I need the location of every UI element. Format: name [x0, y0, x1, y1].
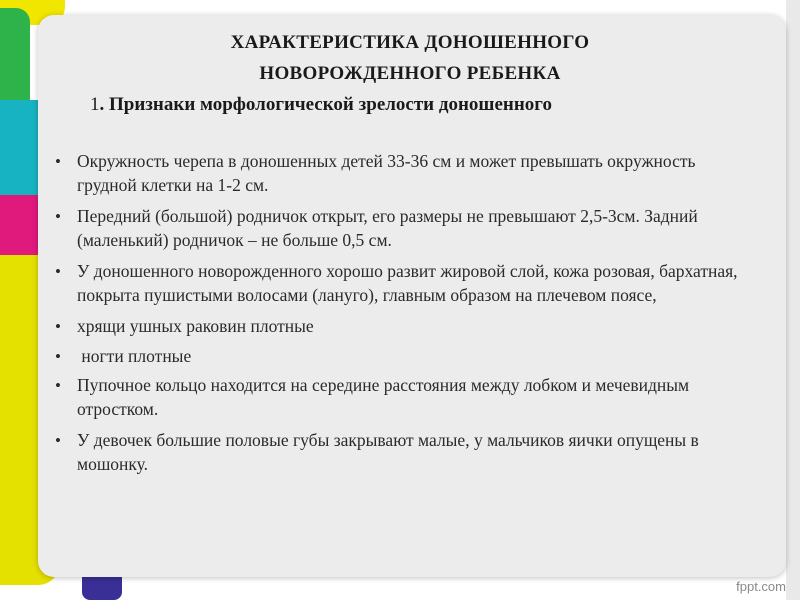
- bullet-dot: •: [55, 376, 61, 395]
- subtitle-number: 1: [90, 94, 100, 115]
- watermark: fppt.com: [736, 579, 786, 594]
- bullet-item: [55, 205, 755, 252]
- bullet-text: У девочек большие половые губы закрывают малые, у мальчиков яички опущены в мошонку.: [77, 430, 699, 474]
- slide-subtitle: [90, 94, 770, 116]
- bullet-item: [55, 150, 755, 197]
- bullet-text: ногти плотные: [77, 345, 192, 366]
- bullet-item: [55, 374, 755, 421]
- bullet-text: Окружность черепа в доношенных детей 33-36 см и может превышать окружность грудной клетки на 1-2 см.: [77, 151, 696, 195]
- bullet-text: У доношенного новорожденного хорошо развит жировой слой, кожа розовая, бархатная, покрыта пушистыми волосами (лануго), главным образом на плечевом поясе,: [77, 261, 738, 305]
- slide-title-line2: НОВОРОЖДЕННОГО РЕБЕНКА: [259, 63, 561, 84]
- bullet-text: хрящи ушных раковин плотные: [77, 316, 314, 336]
- bullet-item: [55, 345, 755, 369]
- bullet-dot: •: [55, 317, 61, 336]
- bullet-dot: •: [55, 262, 61, 281]
- bullet-dot: •: [55, 431, 61, 450]
- slide-title-line1: ХАРАКТЕРИСТИКА ДОНОШЕННОГО: [230, 32, 590, 53]
- bullet-text: Пупочное кольцо находится на середине расстояния между лобком и мечевидным отростком.: [77, 375, 690, 419]
- bullet-item: [55, 315, 755, 339]
- subtitle-text: . Признаки морфологической зрелости доношенного: [99, 94, 552, 115]
- bullet-text: Передний (большой) родничок открыт, его размеры не превышают 2,5-3см. Задний (маленький) родничок – не больше 0,5 см.: [77, 206, 698, 250]
- bullet-list: [55, 150, 755, 484]
- bullet-dot: •: [55, 346, 61, 366]
- bullet-dot: •: [55, 152, 61, 171]
- bullet-item: [55, 429, 755, 476]
- bullet-item: [55, 260, 755, 307]
- bullet-dot: •: [55, 207, 61, 226]
- decor-right-strip: [786, 0, 800, 600]
